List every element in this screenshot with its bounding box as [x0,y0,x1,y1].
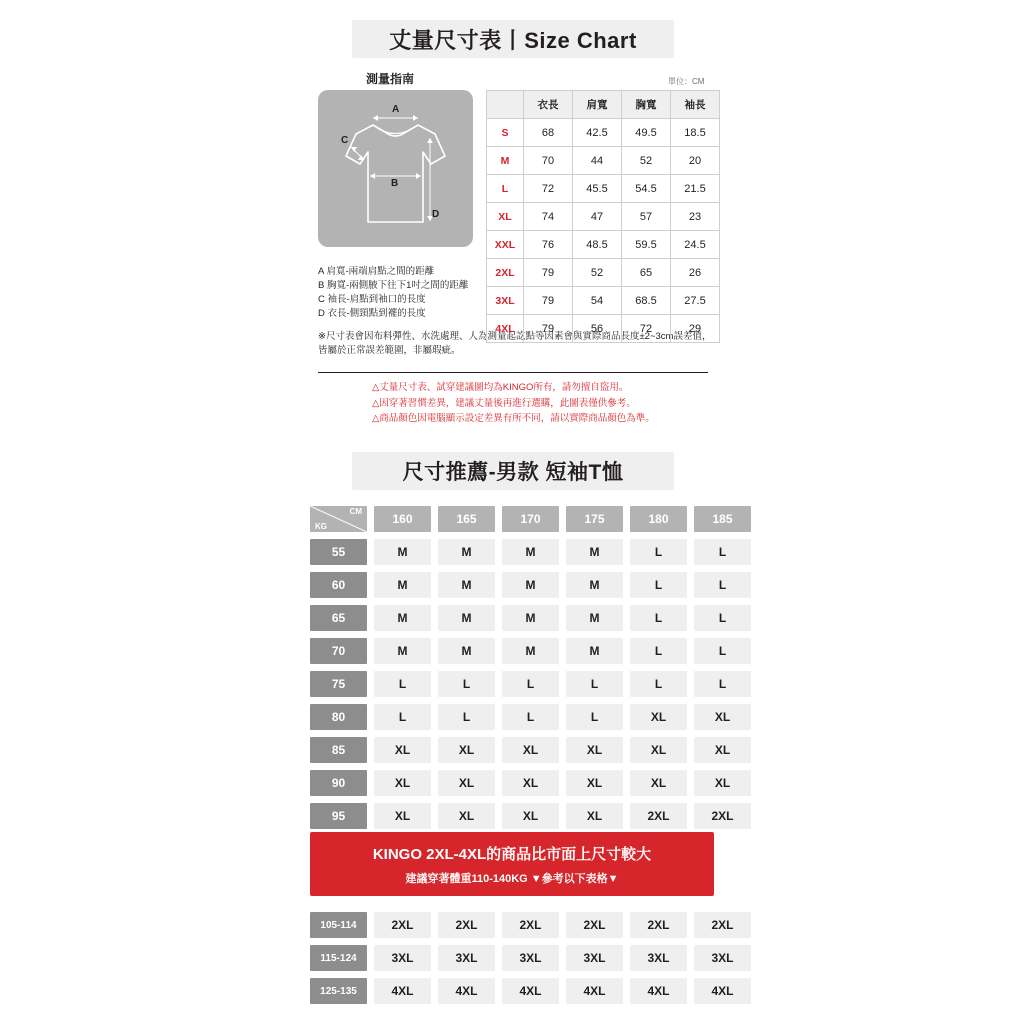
grid-cell-size: 2XL [630,912,687,938]
grid-row [310,638,758,664]
grid-col-header-170: 170 [502,506,559,532]
grid-cell-size: M [374,638,431,664]
grid-cell-size: L [502,671,559,697]
row-size-label: 2XL [487,259,524,287]
tshirt-diagram [318,90,473,247]
grid-cell-size: M [438,539,495,565]
grid-cell-size: 2XL [694,912,751,938]
grid-cell-size: L [694,671,751,697]
grid-row-header-weight: 90 [310,770,367,796]
cell-shoulder: 52 [573,259,622,287]
grid-cell-size: L [566,671,623,697]
grid-row [310,770,758,796]
grid-cell-size: XL [502,803,559,829]
grid-row [310,704,758,730]
table-row [487,315,720,343]
grid-corner-cell [310,506,367,532]
grid-cell-size: M [502,638,559,664]
row-size-label: 3XL [487,287,524,315]
grid-cell-size: 3XL [694,945,751,971]
table-row [487,259,720,287]
grid-cell-size: M [438,638,495,664]
grid-cell-size: 3XL [438,945,495,971]
cell-sleeve: 27.5 [671,287,720,315]
legend-item-c: C 袖長-肩點到袖口的長度 [318,294,426,305]
grid-cell-size: XL [694,737,751,763]
copyright-notes [372,380,655,427]
grid-cell-size: XL [438,737,495,763]
row-size-label: 4XL [487,315,524,343]
cell-chest: 49.5 [622,119,671,147]
grid-cell-size: 2XL [566,912,623,938]
grid-cell-size: M [438,572,495,598]
grid-cell-size: 3XL [374,945,431,971]
label-a: A [392,104,400,115]
cell-length: 76 [524,231,573,259]
grid-col-header-160: 160 [374,506,431,532]
cell-shoulder: 45.5 [573,175,622,203]
grid-cell-size: 4XL [694,978,751,1004]
table-row [487,119,720,147]
grid-cell-size: M [502,605,559,631]
grid-row-header-weight: 125-135 [310,978,367,1004]
page-title-size-recommendation: 尺寸推薦-男款 短袖T恤 [352,452,674,490]
cell-sleeve: 26 [671,259,720,287]
grid-cell-size: L [630,605,687,631]
grid-cell-size: L [502,704,559,730]
grid-cell-size: M [438,605,495,631]
cell-chest: 57 [622,203,671,231]
grid-cell-size: L [694,638,751,664]
grid-cell-size: L [374,671,431,697]
section-divider [318,372,708,373]
cell-chest: 68.5 [622,287,671,315]
grid-cell-size: M [566,572,623,598]
grid-row-header-weight: 115-124 [310,945,367,971]
cell-shoulder: 48.5 [573,231,622,259]
cell-length: 72 [524,175,573,203]
grid-row-header-weight: 55 [310,539,367,565]
cell-sleeve: 20 [671,147,720,175]
measurement-table [486,90,720,343]
row-size-label: XL [487,203,524,231]
grid-cell-size: XL [566,737,623,763]
row-size-label: M [487,147,524,175]
grid-row [310,978,758,1004]
grid-cell-size: 3XL [566,945,623,971]
grid-cell-size: 4XL [630,978,687,1004]
col-header-shoulder: 肩寬 [573,91,622,119]
grid-row [310,945,758,971]
grid-row [310,671,758,697]
grid-cell-size: M [566,539,623,565]
grid-row-header-weight: 70 [310,638,367,664]
grid-row-header-weight: 105-114 [310,912,367,938]
grid-row [310,539,758,565]
measuring-guide-title: 測量指南 [366,72,415,86]
grid-cell-size: M [502,539,559,565]
grid-header-row [310,506,758,532]
grid-cell-size: 4XL [374,978,431,1004]
grid-col-header-175: 175 [566,506,623,532]
grid-cell-size: XL [374,770,431,796]
col-header-length: 衣長 [524,91,573,119]
grid-row [310,912,758,938]
grid-row-header-weight: 95 [310,803,367,829]
grid-cell-size: XL [374,803,431,829]
table-row [487,231,720,259]
grid-cell-size: M [502,572,559,598]
row-size-label: XXL [487,231,524,259]
grid-cell-size: M [374,572,431,598]
page-title-size-chart: 丈量尺寸表丨Size Chart [352,20,674,58]
legend-item-a: A 肩寬-兩端肩點之間的距離 [318,266,435,277]
cell-sleeve: 23 [671,203,720,231]
cell-length: 74 [524,203,573,231]
grid-cell-size: XL [566,770,623,796]
cell-chest: 59.5 [622,231,671,259]
grid-cell-size: L [694,539,751,565]
red-note-2: △因穿著習慣差異，建議丈量後再進行選購，此圖表僅供參考。 [372,397,636,409]
callout-subline: 建議穿著體重110-140KG ▼參考以下表格▼ [405,872,619,885]
unit-label: 單位：CM [668,77,705,86]
plus-size-callout [310,832,714,896]
grid-cell-size: L [630,539,687,565]
col-header-chest: 胸寬 [622,91,671,119]
row-size-label: S [487,119,524,147]
grid-cell-size: M [566,638,623,664]
grid-cell-size: 4XL [566,978,623,1004]
grid-row-header-weight: 80 [310,704,367,730]
corner-label-kg: KG [315,522,327,531]
cell-chest: 52 [622,147,671,175]
grid-row-header-weight: 60 [310,572,367,598]
grid-cell-size: XL [502,737,559,763]
cell-shoulder: 54 [573,287,622,315]
grid-cell-size: L [630,671,687,697]
legend-item-d: D 衣長-側頸點到襬的長度 [318,308,426,319]
grid-cell-size: XL [502,770,559,796]
grid-cell-size: XL [630,770,687,796]
grid-cell-size: 2XL [438,912,495,938]
grid-cell-size: M [566,605,623,631]
grid-cell-size: XL [630,737,687,763]
grid-row-header-weight: 85 [310,737,367,763]
grid-cell-size: L [374,704,431,730]
grid-cell-size: 3XL [630,945,687,971]
cell-sleeve: 21.5 [671,175,720,203]
table-corner-cell [487,91,524,119]
cell-length: 79 [524,287,573,315]
grid-cell-size: 3XL [502,945,559,971]
grid-row [310,605,758,631]
cell-sleeve: 29 [671,315,720,343]
cell-length: 70 [524,147,573,175]
grid-col-header-185: 185 [694,506,751,532]
grid-cell-size: 2XL [630,803,687,829]
label-d: D [432,209,440,220]
grid-cell-size: M [374,539,431,565]
table-row [487,203,720,231]
table-row [487,175,720,203]
cell-shoulder: 47 [573,203,622,231]
row-size-label: L [487,175,524,203]
table-row [487,147,720,175]
grid-cell-size: 2XL [502,912,559,938]
col-header-sleeve: 袖長 [671,91,720,119]
grid-row [310,803,758,829]
grid-cell-size: XL [694,704,751,730]
grid-cell-size: 2XL [694,803,751,829]
cell-length: 79 [524,315,573,343]
grid-cell-size: XL [566,803,623,829]
cell-length: 68 [524,119,573,147]
cell-shoulder: 44 [573,147,622,175]
table-row [487,287,720,315]
grid-cell-size: XL [438,803,495,829]
grid-row-header-weight: 75 [310,671,367,697]
grid-cell-size: L [566,704,623,730]
grid-row [310,572,758,598]
grid-col-header-180: 180 [630,506,687,532]
measurement-tolerance-note: ※尺寸表會因布料彈性、水洗處理、人為測量起訖點等因素會與實際商品長度±2~3cm誤差值，皆屬於正常誤差範圍，非屬瑕疵。 [318,331,712,357]
grid-cell-size: XL [438,770,495,796]
grid-cell-size: XL [630,704,687,730]
cell-shoulder: 42.5 [573,119,622,147]
grid-cell-size: L [694,605,751,631]
callout-headline: KINGO 2XL-4XL的商品比市面上尺寸較大 [372,845,652,863]
grid-cell-size: L [694,572,751,598]
red-note-3: △商品顏色因電腦顯示設定差異有所不同，請以實際商品顏色為準。 [372,413,655,425]
size-recommendation-grid [310,506,758,836]
grid-cell-size: M [374,605,431,631]
grid-cell-size: 2XL [374,912,431,938]
grid-cell-size: L [630,572,687,598]
cell-sleeve: 24.5 [671,231,720,259]
grid-cell-size: L [630,638,687,664]
grid-row-header-weight: 65 [310,605,367,631]
plus-size-grid [310,912,758,1011]
table-header-row [487,91,720,119]
cell-sleeve: 18.5 [671,119,720,147]
legend-item-b: B 胸寬-兩側腋下往下1吋之間的距離 [318,280,469,291]
red-note-1: △丈量尺寸表、試穿建議圖均為KINGO所有，請勿擅自盜用。 [372,382,629,393]
cell-length: 79 [524,259,573,287]
cell-chest: 65 [622,259,671,287]
grid-col-header-165: 165 [438,506,495,532]
cell-chest: 54.5 [622,175,671,203]
grid-cell-size: XL [694,770,751,796]
grid-cell-size: L [438,671,495,697]
cell-chest: 72 [622,315,671,343]
grid-cell-size: L [438,704,495,730]
grid-cell-size: 4XL [438,978,495,1004]
grid-row [310,737,758,763]
corner-label-cm: CM [349,507,362,516]
label-b: B [391,178,399,189]
label-c: C [341,135,349,146]
tshirt-icon [318,90,473,247]
cell-shoulder: 56 [573,315,622,343]
grid-cell-size: 4XL [502,978,559,1004]
grid-cell-size: XL [374,737,431,763]
